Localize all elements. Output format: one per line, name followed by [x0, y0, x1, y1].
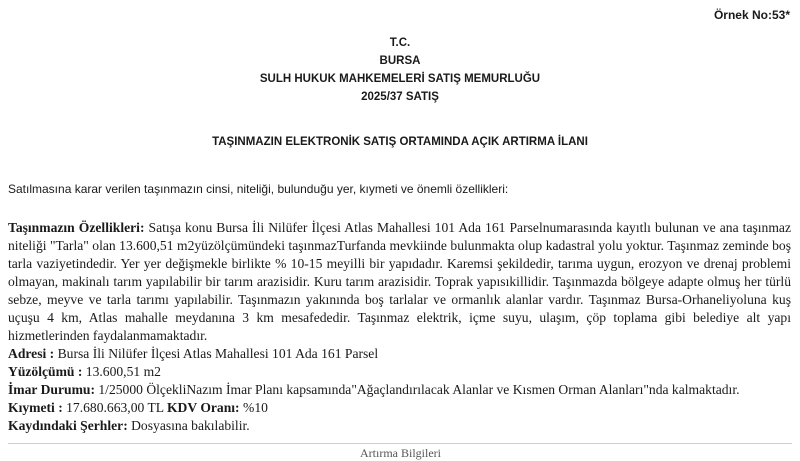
area-row: [8, 363, 791, 381]
property-features-text: Satışa konu Bursa İli Nilüfer İlçesi Atlas Mahallesi 101 Ada 161 Parselnumarasında kayıtlı bulunan ve ana taşınmaz niteliği "Tarla" olan 13.600,51 m2yüzölçümündeki taşınmazTurfanda mevkiinde bulunmakta olup kadastral yolu yoktur. Taşınmaz zeminde boş tarla vaziyetindedir. Yer yer değişmekle birlikte % 10-15 meyilli bir yapıdadır. Karemsi şekildedir, tarıma uygun, erozyon ve drenaj problemi olmayan, makinalı tarım yapılabilir bir tarım arazisidir. Kuru tarım arazisidir. Toprak yapısıkillidir. Taşınmazda bölgeye adapte olmuş her türlü sebze, meyve ve tarla tarımı yapılabilir. Taşınmazın yakınında boş tarlalar ve ormanlık alanlar vardır. Taşınmaz Bursa-Orhaneliyoluna kuş uçuşu 4 km, Atlas mahalle meydanına 3 km mesafededir. Taşınmaz elektrik, içme suyu, ulaşım, çöp toplama gibi belediye alt yapı hizmetlerinden faydalanmamaktadır.: [8, 220, 791, 343]
zoning-label: İmar Durumu:: [8, 382, 95, 397]
auction-info-table-top: [8, 443, 792, 460]
example-number: Örnek No:53*: [713, 8, 790, 22]
address-value: Bursa İli Nilüfer İlçesi Atlas Mahallesi 101 Ada 161 Parsel: [54, 346, 379, 361]
property-details: [8, 219, 791, 435]
value-amount: 17.680.663,00 TL: [62, 400, 167, 415]
intro-text: Satılmasına karar verilen taşınmazın cinsi, niteliği, bulunduğu yer, kıymeti ve önemli özellikleri:: [8, 182, 509, 196]
kdv-label: KDV Oranı:: [166, 400, 240, 415]
address-label: Adresi :: [8, 346, 55, 361]
area-value: 13.600,51 m2: [82, 364, 161, 379]
property-features-paragraph: [8, 219, 791, 345]
auction-info-heading: Artırma Bilgileri: [360, 446, 441, 460]
value-label: Kıymeti :: [8, 400, 63, 415]
header-line-tc: T.C.: [389, 37, 411, 49]
encumbrances-value: Dosyasına bakılabilir.: [127, 418, 250, 433]
court-header: [0, 34, 800, 106]
value-row: [8, 399, 791, 417]
header-line-office: SULH HUKUK MAHKEMELERİ SATIŞ MEMURLUĞU: [259, 73, 541, 85]
property-features-label: Taşınmazın Özellikleri:: [8, 220, 145, 235]
zoning-row: [8, 381, 791, 399]
encumbrances-row: [8, 417, 791, 435]
header-line-city: BURSA: [379, 55, 421, 67]
header-line-case-number: 2025/37 SATIŞ: [361, 91, 439, 103]
area-label: Yüzölçümü :: [8, 364, 83, 379]
zoning-value: 1/25000 ÖlçekliNazım İmar Planı kapsamında"Ağaçlandırılacak Alanlar ve Kısmen Orman Alanları"nda kalmaktadır.: [94, 382, 740, 397]
encumbrances-label: Kaydındaki Şerhler:: [8, 418, 128, 433]
kdv-value: %10: [239, 400, 268, 415]
address-row: [8, 345, 791, 363]
announcement-title: TAŞINMAZIN ELEKTRONİK SATIŞ ORTAMINDA AÇIK ARTIRMA İLANI: [212, 136, 588, 148]
